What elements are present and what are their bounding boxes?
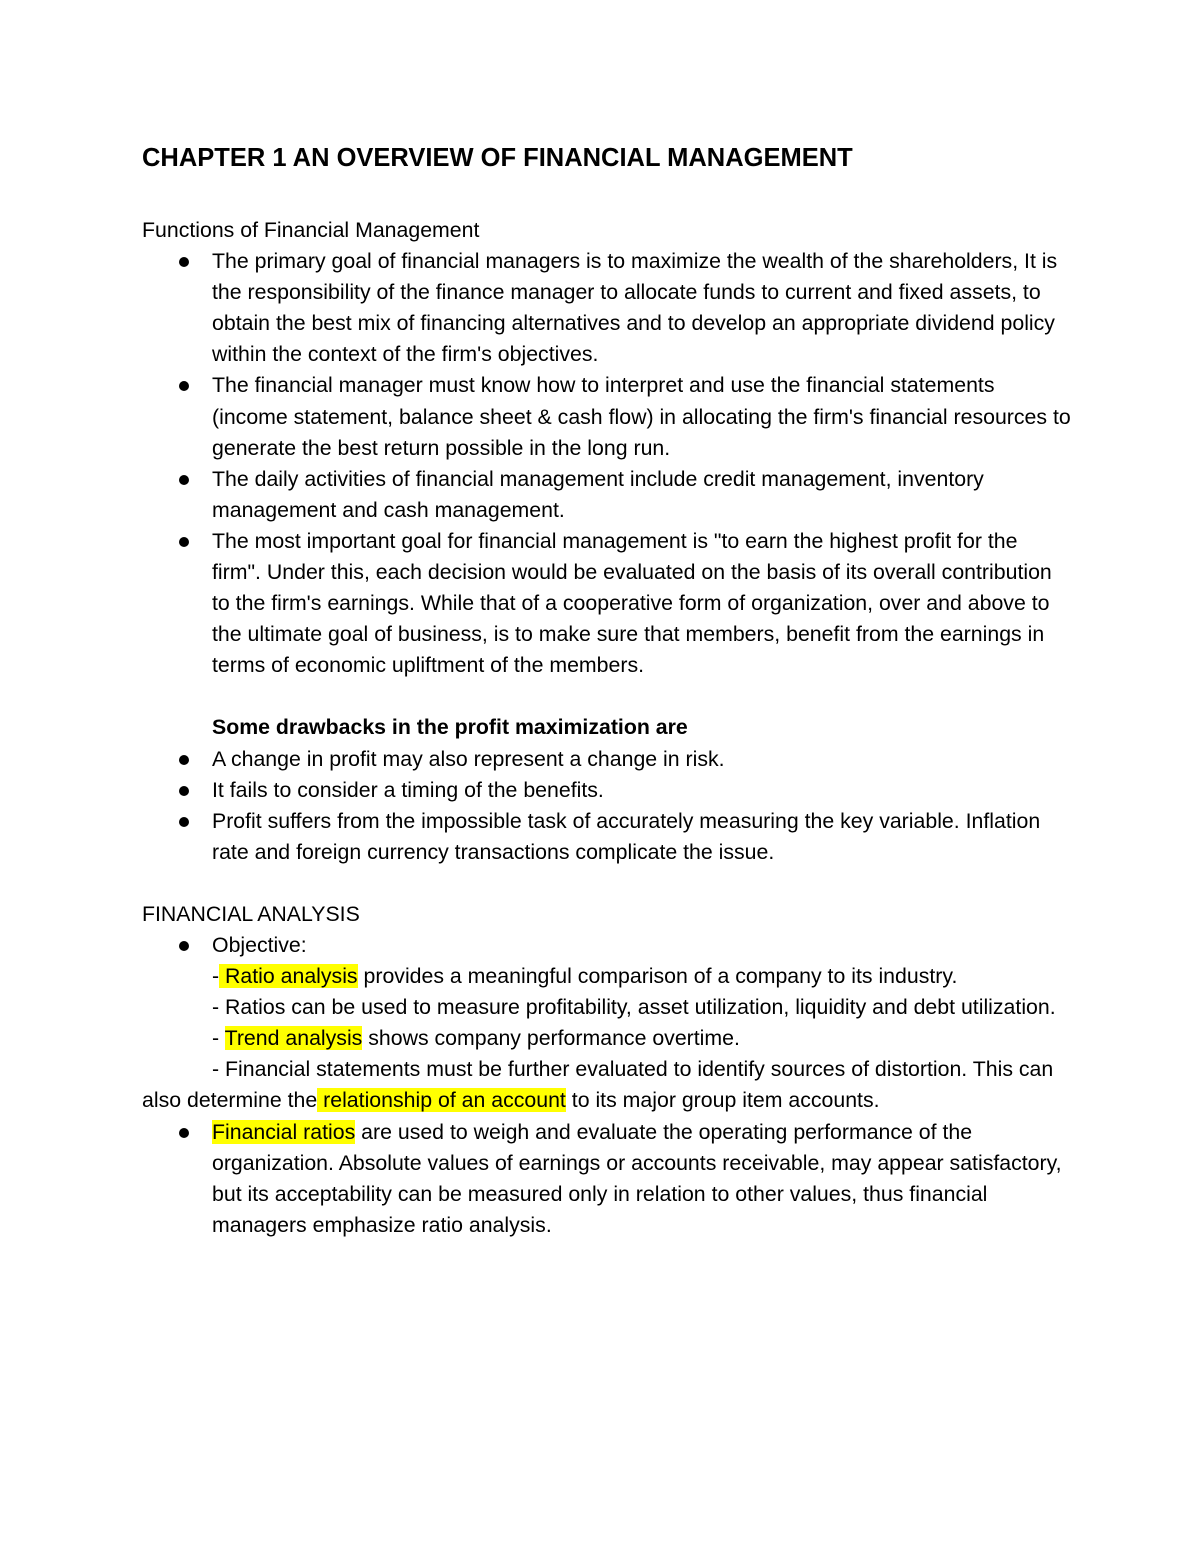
list-item [142, 930, 1072, 961]
drawbacks-list [142, 744, 1072, 868]
ratio-analysis-line [142, 961, 1072, 992]
ratio-analysis-text: provides a meaningful comparison of a company to its industry. [357, 964, 958, 989]
bullet-icon [179, 257, 189, 267]
list-item-text: Profit suffers from the impossible task of accurately measuring the key variable. Inflation rate and foreign currency transactions complicate the issue. [212, 808, 1041, 864]
financial-ratios-text: are used to weigh and evaluate the operating performance of the organization. Absolute values of earnings or accounts receivable, may appear satisfactory, but its acceptability can be measured only in relation to other values, thus financial managers emphasize ratio analysis. [212, 1119, 1062, 1237]
dash-prefix: - [212, 964, 220, 989]
ratios-measure-line: - Ratios can be used to measure profitability, asset utilization, liquidity and debt utilization. [212, 995, 1056, 1020]
bullet-icon [179, 1128, 189, 1138]
objective-label: Objective: [212, 932, 307, 957]
bullet-icon [179, 755, 189, 765]
financial-ratios-highlight: Financial ratios [212, 1119, 356, 1144]
financial-analysis-heading: FINANCIAL ANALYSIS [142, 901, 360, 926]
trend-analysis-text: shows company performance overtime. [362, 1026, 740, 1051]
list-item-text: The primary goal of financial managers is to maximize the wealth of the shareholders, It is the responsibility of the finance manager to allocate funds to current and fixed assets, to obtain the best mix of financing alternatives and to develop an appropriate dividend policy within the context of the firm's objectives. [212, 249, 1058, 367]
bullet-icon [179, 786, 189, 796]
list-item [142, 775, 1072, 806]
list-item [142, 526, 1072, 681]
list-item [142, 1117, 1072, 1241]
dash-prefix: - [212, 1026, 225, 1051]
list-item-text: The financial manager must know how to interpret and use the financial statements (income statement, balance sheet & cash flow) in allocating the firm's financial resources to generate the best return possible in the long run. [212, 373, 1071, 460]
list-item [142, 464, 1072, 526]
statements-text-before: - Financial statements must be further evaluated to identify sources of distortion. This can also determine the [142, 1057, 1054, 1113]
relationship-highlight: relationship of an account [317, 1088, 566, 1113]
list-item-text: The most important goal for financial management is "to earn the highest profit for the firm". Under this, each decision would be evaluated on the basis of its overall contribution to the firm's earnings. While that of a cooperative form of organization, over and above to the ultimate goal of business, is to make sure that members, benefit from the earnings in terms of economic upliftment of the members. [212, 528, 1052, 678]
ratio-analysis-highlight: Ratio analysis [219, 964, 358, 989]
trend-analysis-highlight: Trend analysis [224, 1026, 363, 1051]
list-item-text: It fails to consider a timing of the benefits. [212, 777, 604, 802]
list-item-text: A change in profit may also represent a change in risk. [212, 746, 725, 771]
statements-evaluation-line [142, 1054, 1072, 1116]
list-item-text: The daily activities of financial management include credit management, inventory management and cash management. [212, 466, 984, 522]
bullet-icon [179, 817, 189, 827]
trend-analysis-line [142, 1023, 1072, 1054]
functions-heading: Functions of Financial Management [142, 218, 480, 242]
chapter-title: CHAPTER 1 AN OVERVIEW OF FINANCIAL MANAGEMENT [142, 144, 853, 172]
bullet-icon [179, 475, 189, 485]
list-item [142, 370, 1072, 463]
statements-text-after: to its major group item accounts. [565, 1088, 880, 1113]
bullet-icon [179, 537, 189, 547]
ratios-list [142, 1117, 1072, 1241]
bullet-icon [179, 381, 189, 391]
document-content [142, 138, 1072, 1241]
drawbacks-heading: Some drawbacks in the profit maximization are [212, 715, 688, 740]
list-item [142, 246, 1072, 370]
list-item [142, 744, 1072, 775]
list-item [142, 806, 1072, 868]
functions-list [142, 246, 1072, 681]
bullet-icon [179, 941, 189, 951]
analysis-list [142, 930, 1072, 961]
